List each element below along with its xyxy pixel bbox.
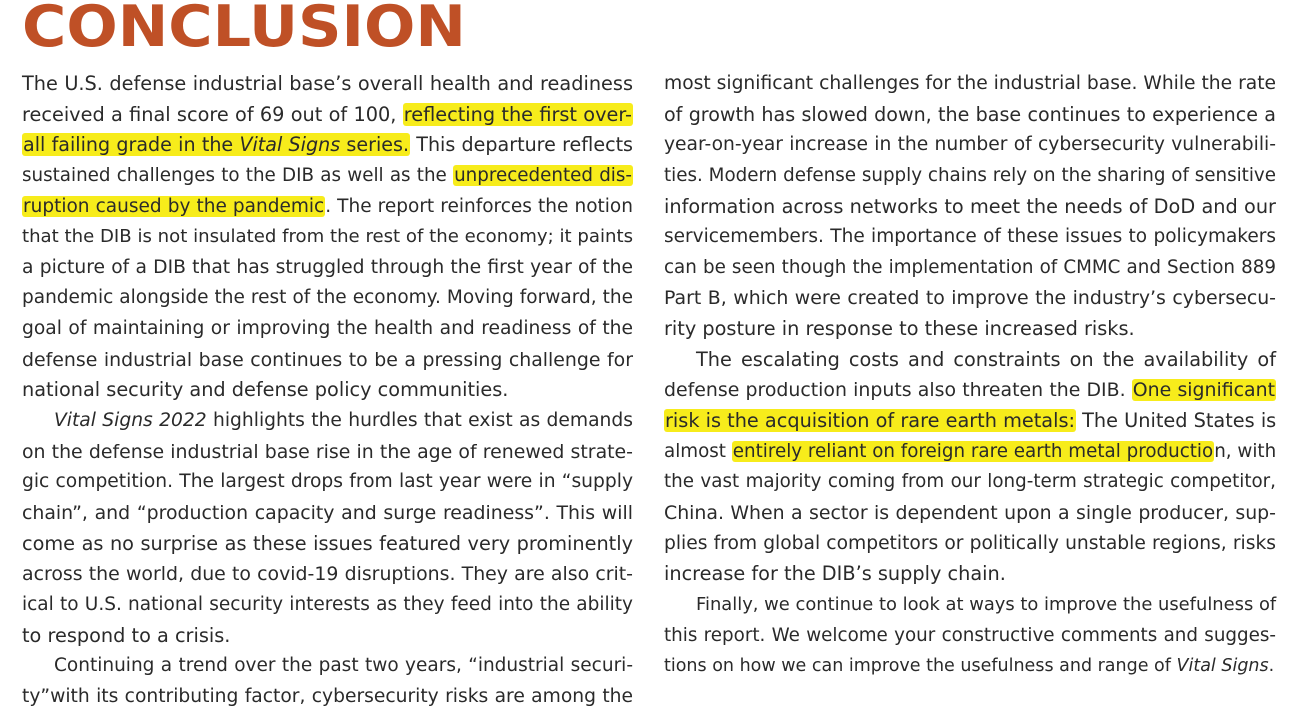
text-line: that the DIB is not insulated from the rest of the economy; it paints — [22, 226, 633, 248]
text-line: year-on-year increase in the number of cybersecurity vulnerabili- — [664, 134, 1276, 156]
text-line: ties. Modern defense supply chains rely on the sharing of sensitive — [664, 164, 1276, 186]
right-column — [664, 69, 1276, 682]
text-span: series. — [340, 133, 410, 157]
text-span: tions on how we can improve the usefulness and range of — [664, 656, 1177, 677]
text-line: can be seen though the implementation of CMMC and Section 889 — [664, 256, 1276, 278]
text-line: plies from global competitors or politically unstable regions, risks — [664, 532, 1276, 554]
highlighted-text: risk is the acquisition of rare earth metals: — [665, 409, 1076, 433]
highlighted-text: One significant — [1132, 379, 1275, 402]
text-span: almost — [664, 440, 732, 462]
text-line: chain”, and “production capacity and surge readiness”. This will — [22, 501, 633, 524]
text-span: This departure reflects — [410, 133, 634, 157]
page-title: CONCLUSION — [22, 0, 466, 60]
text-line: a picture of a DIB that has struggled through the first year of the — [22, 256, 633, 278]
text-span: . — [1268, 656, 1275, 677]
text-line: most significant challenges for the industrial base. While the rate — [664, 73, 1277, 94]
text-line: information across networks to meet the needs of DoD and our — [664, 194, 1276, 218]
text-line — [22, 192, 633, 223]
text-line: increase for the DIB’s supply chain. — [664, 562, 1006, 586]
italic-title: Vital Signs 2022 — [54, 410, 207, 432]
text-line — [664, 375, 1276, 406]
text-span: defense production inputs also threaten the DIB. — [664, 379, 1132, 402]
text-line: this report. We welcome your constructive comments and sugges- — [664, 624, 1276, 646]
highlighted-text: entirely reliant on foreign rare earth metal productio — [732, 440, 1214, 462]
text-line: servicemembers. The importance of these issues to policymakers — [664, 226, 1276, 248]
text-line: ical to U.S. national security interests as they feed into the ability — [22, 593, 633, 615]
text-line: the vast majority coming from our long-term strategic competitor, — [664, 471, 1276, 493]
highlighted-text — [22, 133, 410, 156]
text-span: The United States is — [1076, 409, 1277, 433]
text-line: The U.S. defense industrial base’s overall health and readiness — [22, 72, 633, 95]
text-line: across the world, due to covid-19 disruptions. They are also crit- — [22, 563, 633, 586]
left-column — [22, 69, 633, 712]
text-line — [22, 130, 633, 161]
text-line: Finally, we continue to look at ways to improve the usefulness of — [696, 593, 1277, 615]
text-span: all failing grade in the — [23, 133, 240, 157]
text-line: of growth has slowed down, the base continues to experience a — [664, 102, 1276, 126]
text-line — [664, 437, 1276, 468]
text-line — [22, 406, 633, 437]
highlighted-text: reflecting the first over- — [403, 102, 633, 126]
italic-title: Vital Signs — [239, 133, 341, 157]
text-line — [22, 161, 633, 192]
highlighted-text: unprecedented dis- — [454, 164, 632, 186]
text-line: national security and defense policy communities. — [22, 378, 509, 402]
italic-title: Vital Signs — [1176, 656, 1269, 677]
text-line: China. When a sector is dependent upon a single producer, sup- — [664, 501, 1276, 524]
text-line: Continuing a trend over the past two years, “industrial securi- — [54, 655, 633, 677]
text-line: pandemic alongside the rest of the economy. Moving forward, the — [22, 287, 633, 309]
text-line: ty”with its contributing factor, cybersecurity risks are among the — [22, 685, 633, 707]
text-span: highlights the hurdles that exist as demands — [206, 410, 633, 432]
text-line: The escalating costs and constraints on the availability of — [696, 347, 1276, 371]
text-span: sustained challenges to the DIB as well as the — [22, 164, 454, 186]
text-line: defense industrial base continues to be a pressing challenge for — [22, 348, 633, 371]
text-line: goal of maintaining or improving the health and readiness of the — [22, 318, 633, 340]
text-line: on the defense industrial base rise in the age of renewed strate- — [22, 440, 633, 463]
text-line: Part B, which were created to improve the industry’s cybersecu- — [664, 287, 1276, 310]
text-span: received a final score of 69 out of 100, — [22, 102, 403, 126]
text-line — [22, 100, 633, 131]
text-span: n, with — [1214, 440, 1277, 462]
text-line: gic competition. The largest drops from last year were in “supply — [22, 471, 633, 493]
highlighted-text: ruption caused by the pandemic — [23, 195, 325, 217]
text-line: to respond to a crisis. — [22, 623, 231, 647]
text-line: rity posture in response to these increased risks. — [664, 317, 1135, 341]
text-line — [664, 406, 1276, 437]
text-span: . The report reinforces the notion — [325, 195, 633, 217]
text-line: come as no surprise as these issues featured very prominently — [22, 531, 633, 555]
text-line — [664, 651, 1276, 682]
